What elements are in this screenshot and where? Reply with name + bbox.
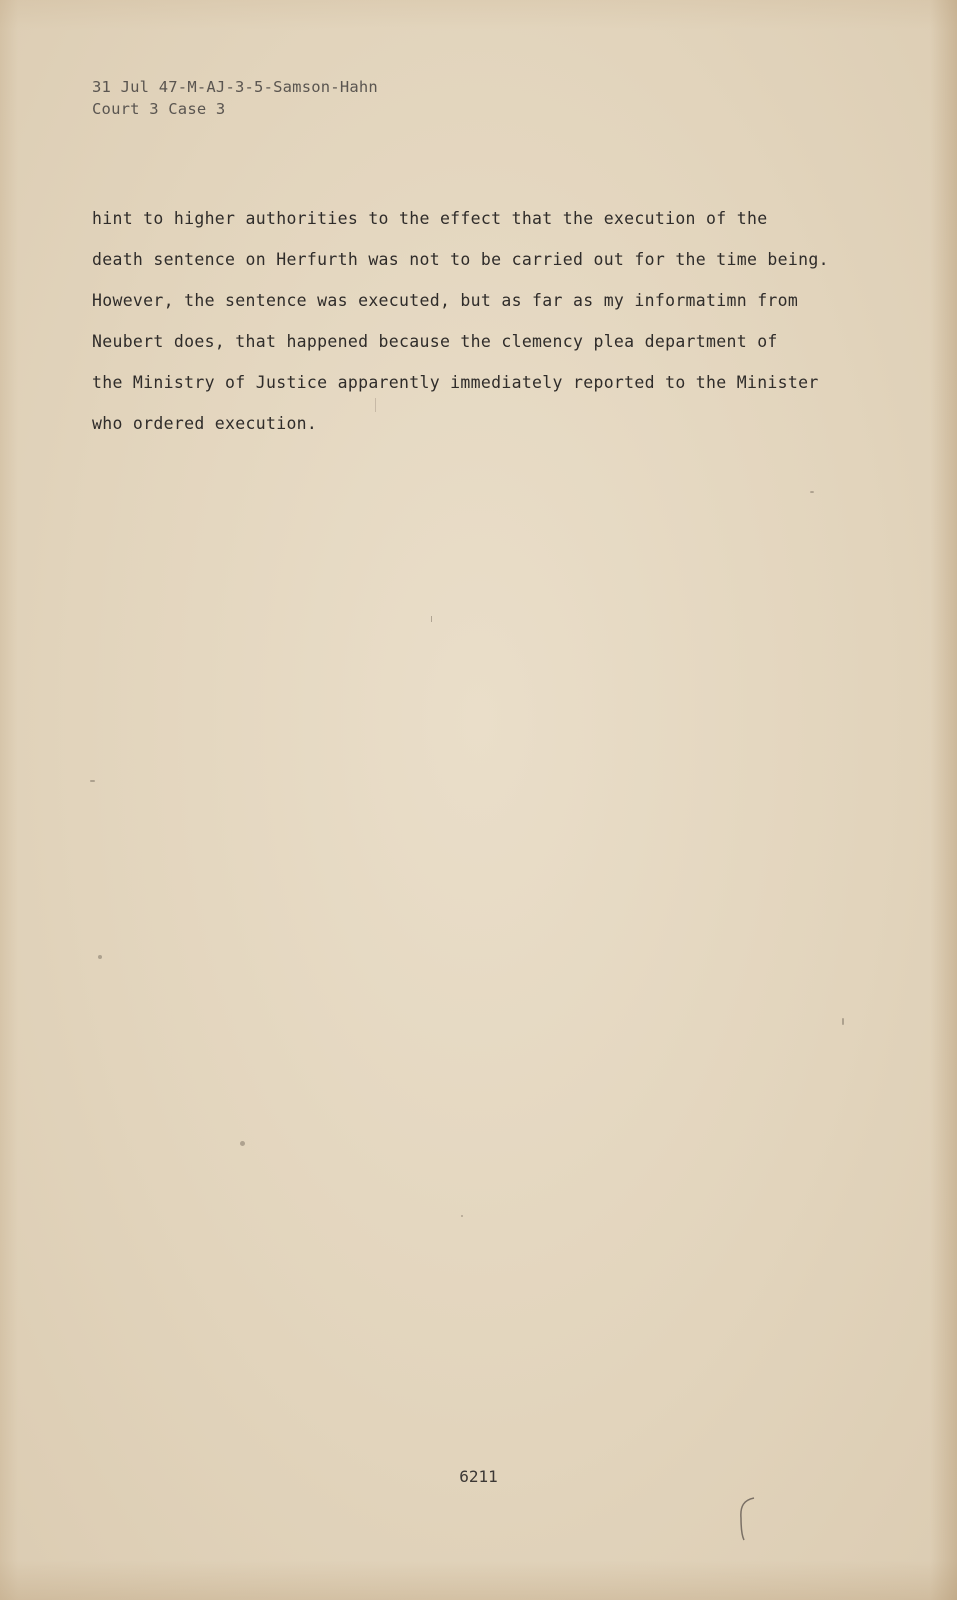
paper-speck (842, 1018, 844, 1025)
document-body (92, 198, 942, 444)
paper-speck (810, 491, 814, 493)
body-line: the Ministry of Justice apparently immediately reported to the Minister (92, 373, 819, 392)
paper-speck (98, 955, 102, 959)
paper-speck (240, 1141, 245, 1146)
paper-speck (461, 1215, 463, 1217)
paper-speck (431, 616, 432, 622)
paper-speck (375, 398, 376, 412)
header-reference-line: 31 Jul 47-M-AJ-3-5-Samson-Hahn (92, 78, 378, 96)
body-line: who ordered execution. (92, 414, 318, 433)
body-line: hint to higher authorities to the effect that the execution of the (92, 209, 768, 228)
header-court-case-line: Court 3 Case 3 (92, 100, 226, 118)
body-line: However, the sentence was executed, but as far as my informatimn from (92, 291, 799, 310)
body-line: Neubert does, that happened because the clemency plea department of (92, 332, 778, 351)
document-header (92, 76, 378, 120)
page-number: 6211 (459, 1467, 498, 1486)
body-line: death sentence on Herfurth was not to be carried out for the time being. (92, 250, 829, 269)
paper-speck (90, 780, 95, 782)
pencil-mark (732, 1496, 758, 1542)
